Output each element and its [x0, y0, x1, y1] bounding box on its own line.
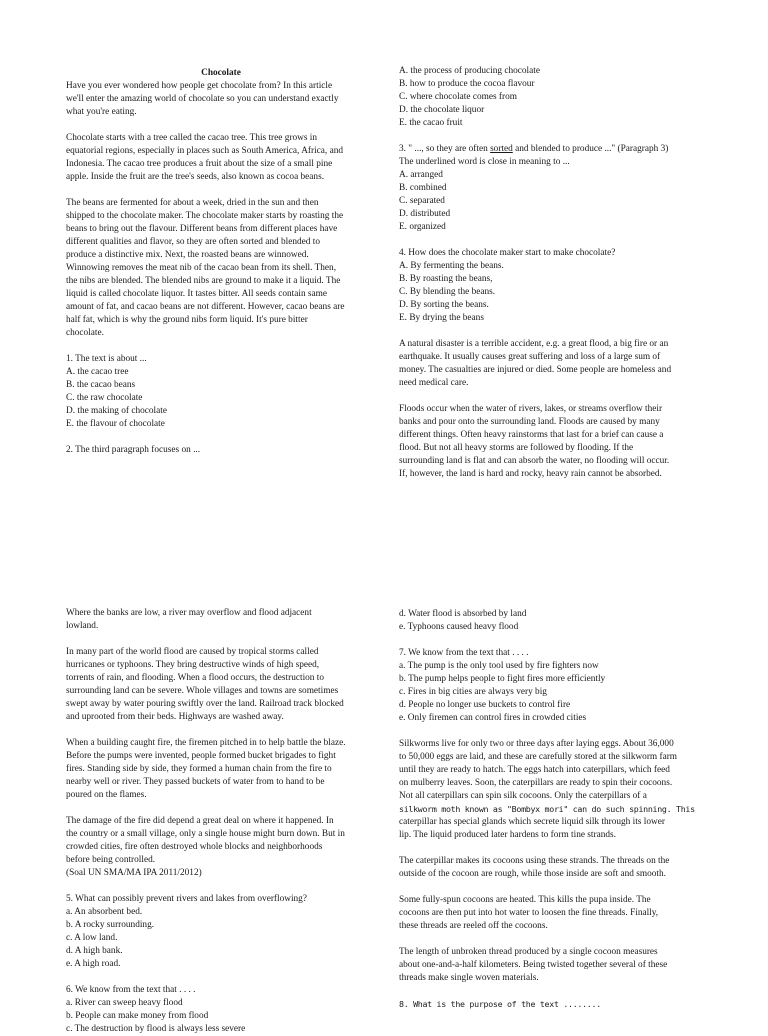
- text-line: crowded cities, fire often destroyed whole blocks and neighborhoods: [66, 842, 323, 852]
- answer-option: c. Fires in big cities are always very big: [399, 687, 547, 697]
- lowland-paragraph: [66, 607, 386, 633]
- text-line: surrounding land can be severe. Whole villages and towns are sometimes: [66, 686, 339, 696]
- text-line: beans to bring out the flavour. Different beans from different places have: [66, 224, 338, 234]
- question-text: The underlined word is close in meaning to ...: [399, 157, 570, 167]
- text-line: amount of fat, and cacao beans are not different. However, cacao beans are: [66, 302, 345, 312]
- thread-length-paragraph: [399, 946, 729, 985]
- page1-right-column: [399, 65, 729, 481]
- text-line: The caterpillar makes its cocoons using these strands. The threads on the: [399, 856, 670, 866]
- page1-left-column: [66, 67, 376, 457]
- text-line: what you're eating.: [66, 107, 137, 117]
- text-line: Where the banks are low, a river may overflow and flood adjacent: [66, 608, 312, 618]
- answer-option: E. organized: [399, 222, 446, 232]
- text-line: we'll enter the amazing world of chocolate so you can understand exactly: [66, 94, 339, 104]
- typhoon-paragraph: [66, 646, 386, 724]
- answer-option: D. the chocolate liquor: [399, 105, 485, 115]
- text-line: to 50,000 eggs are laid, and these are carefully stored at the silkworm farm: [399, 752, 678, 762]
- answer-option: A. arranged: [399, 170, 443, 180]
- question-5: [66, 893, 386, 971]
- floods-paragraph: [399, 403, 729, 481]
- text-line: Chocolate starts with a tree called the cacao tree. This tree grows in: [66, 133, 318, 143]
- question-6-options: [399, 608, 729, 634]
- text-line: on mulberry leaves. Soon, the caterpillars are ready to spin their cocoons.: [399, 778, 673, 788]
- text-line: In many part of the world flood are caused by tropical storms called: [66, 647, 319, 657]
- text-line: threads make single woven materials.: [399, 973, 539, 983]
- question-2: [66, 444, 376, 457]
- intro-paragraph: [66, 80, 376, 119]
- fire-damage-paragraph: [66, 815, 386, 880]
- text-line: different things. Often heavy rainstorms that last for a brief can cause a: [399, 430, 664, 440]
- text-line: these threads are reeled off the cocoons.: [399, 921, 548, 931]
- text-line: money. The casualties are injured or died. Some people are homeless and: [399, 365, 672, 375]
- answer-option: E. By drying the beans: [399, 313, 484, 323]
- text-line: Before the pumps were invented, people formed bucket brigades to fight: [66, 751, 336, 761]
- answer-option: D. distributed: [399, 209, 451, 219]
- text-line: the nibs are blended. The blended nibs are ground to make it a liquid. The: [66, 276, 341, 286]
- answer-option: d. People no longer use buckets to control fire: [399, 700, 571, 710]
- answer-option: b. People can make money from flood: [66, 1011, 209, 1021]
- text-line: The beans are fermented for about a week, dried in the sun and then: [66, 198, 319, 208]
- text-line: torrents of rain, and flooding. When a flood occurs, the destruction to: [66, 673, 325, 683]
- text-line: until they are ready to hatch. The eggs hatch into caterpillars, which feed: [399, 765, 670, 775]
- text-line: about one-and-a-half kilometers. Being twisted together several of these: [399, 960, 668, 970]
- question-text-post: and blended to produce ..." (Paragraph 3): [512, 144, 669, 154]
- text-line: Some fully-spun cocoons are heated. This kills the pupa inside. The: [399, 895, 651, 905]
- text-line: lowland.: [66, 621, 99, 631]
- text-line: Winnowing removes the meat nib of the cacao bean from its shell. Then,: [66, 263, 337, 273]
- page2-right-column: [399, 608, 729, 1011]
- text-line: outside of the cocoon are rough, while those inside are soft and smooth.: [399, 869, 666, 879]
- text-line: need medical care.: [399, 378, 469, 388]
- answer-option: C. where chocolate comes from: [399, 92, 517, 102]
- text-line: apple. Inside the fruit are the tree's seeds, also known as cocoa beans.: [66, 172, 325, 182]
- question-6: [66, 984, 386, 1036]
- text-line: Silkworms live for only two or three days after laying eggs. About 36,000: [399, 739, 674, 749]
- text-line: A natural disaster is a terrible accident, e.g. a great flood, a big fire or an: [399, 339, 669, 349]
- question-4: [399, 247, 729, 325]
- text-line: equatorial regions, especially in places such as South America, Africa, and: [66, 146, 344, 156]
- text-line: liquid is called chocolate liquor. It tastes bitter. All seeds contain same: [66, 289, 328, 299]
- cocoon-paragraph: [399, 855, 729, 881]
- text-line: The damage of the fire did depend a great deal on where it happened. In: [66, 816, 334, 826]
- text-line: different qualities and flavor, so they are often sorted and blended to: [66, 237, 321, 247]
- text-line: chocolate.: [66, 328, 104, 338]
- text-line: If, however, the land is hard and rocky, heavy rain cannot be absorbed.: [399, 469, 662, 479]
- answer-option: e. A high road.: [66, 959, 121, 969]
- answer-option: d. A high bank.: [66, 946, 123, 956]
- answer-option: B. how to produce the cocoa flavour: [399, 79, 535, 89]
- answer-option: D. By sorting the beans.: [399, 300, 489, 310]
- answer-option: B. By roasting the beans,: [399, 274, 493, 284]
- question-text: 7. We know from the text that . . . .: [399, 648, 529, 658]
- text-line: poured on the flames.: [66, 790, 147, 800]
- answer-option: e. Only firemen can control fires in crowded cities: [399, 713, 587, 723]
- text-line: swept away by water pouring swiftly over the land. Railroad track blocked: [66, 699, 344, 709]
- silkworm-paragraph: [399, 738, 729, 842]
- answer-option: E. the flavour of chocolate: [66, 419, 165, 429]
- question-text: 4. How does the chocolate maker start to make chocolate?: [399, 248, 616, 258]
- fire-paragraph: [66, 737, 386, 802]
- answer-option: D. the making of chocolate: [66, 406, 167, 416]
- text-line: before being controlled.: [66, 855, 156, 865]
- handwritten-text-line: silkworm moth known as "Bombyx mori" can do such spinning. This: [399, 804, 695, 814]
- question-text: [399, 143, 729, 156]
- text-line: caterpillar has special glands which secrete liquid silk through its lower: [399, 817, 665, 827]
- text-line: When a building caught fire, the firemen pitched in to help battle the blaze.: [66, 738, 346, 748]
- answer-option: C. By blending the beans.: [399, 287, 496, 297]
- text-line: The length of unbroken thread produced by a single cocoon measures: [399, 947, 658, 957]
- text-line: cocoons are then put into hot water to loosen the fine threads. Finally,: [399, 908, 659, 918]
- answer-option: A. By fermenting the beans.: [399, 261, 504, 271]
- text-line: produce a distinctive mix. Next, the roasted beans are winnowed.: [66, 250, 309, 260]
- text-line: earthquake. It usually causes great suffering and loss of a large sum of: [399, 352, 661, 362]
- answer-option: B. combined: [399, 183, 447, 193]
- page2-left-column: [66, 607, 386, 1036]
- question-text: 6. We know from the text that . . . .: [66, 985, 196, 995]
- question-text: 1. The text is about ...: [66, 354, 147, 364]
- text-line: hurricanes or typhoons. They bring destructive winds of high speed,: [66, 660, 320, 670]
- question-text: 5. What can possibly prevent rivers and lakes from overflowing?: [66, 894, 307, 904]
- text-line: Not all caterpillars can spin silk cocoons. Only the caterpillars of a: [399, 791, 647, 801]
- answer-option: b. The pump helps people to fight fires more efficiently: [399, 674, 606, 684]
- text-line: half fat, which is why the ground nibs form liquid. It's pure bitter: [66, 315, 308, 325]
- cacao-tree-paragraph: [66, 132, 376, 184]
- answer-option: E. the cacao fruit: [399, 118, 463, 128]
- question-text: 2. The third paragraph focuses on ...: [66, 445, 201, 455]
- question-8: 8. What is the purpose of the text ........: [399, 999, 601, 1009]
- answer-option: C. the raw chocolate: [66, 393, 143, 403]
- natural-disaster-paragraph: [399, 338, 729, 390]
- answer-option: a. River can sweep heavy flood: [66, 998, 183, 1008]
- answer-option: a. The pump is the only tool used by fire fighters now: [399, 661, 599, 671]
- answer-option: d. Water flood is absorbed by land: [399, 609, 527, 619]
- text-line: surrounding land is flat and can absorb the water, no flooding will occur.: [399, 456, 670, 466]
- article-title: Chocolate: [201, 68, 241, 78]
- answer-option: A. the process of producing chocolate: [399, 66, 540, 76]
- answer-option: C. separated: [399, 196, 445, 206]
- text-line: Floods occur when the water of rivers, lakes, or streams overflow their: [399, 404, 663, 414]
- text-line: Have you ever wondered how people get chocolate from? In this article: [66, 81, 333, 91]
- answer-option: a. An absorbent bed.: [66, 907, 143, 917]
- text-line: banks and pour onto the surrounding land. Floods are caused by many: [399, 417, 660, 427]
- answer-option: B. the cacao beans: [66, 380, 136, 390]
- text-line: Indonesia. The cacao tree produces a fruit about the size of a small pine: [66, 159, 333, 169]
- answer-option: e. Typhoons caused heavy flood: [399, 622, 519, 632]
- text-line: lip. The liquid produced later hardens to form tine strands.: [399, 830, 616, 840]
- answer-option: c. The destruction by flood is always less severe: [66, 1024, 246, 1034]
- text-line: the country or a small village, only a single house might burn down. But in: [66, 829, 345, 839]
- answer-option: A. the cacao tree: [66, 367, 129, 377]
- answer-option: c. A low land.: [66, 933, 118, 943]
- fully-spun-paragraph: [399, 894, 729, 933]
- underlined-word: sorted: [490, 144, 513, 154]
- question-7: [399, 647, 729, 725]
- text-line: and uprooted from their beds. Highways are washed away.: [66, 712, 284, 722]
- text-line: flood. But not all heavy storms are followed by flooding. If the: [399, 443, 634, 453]
- text-line: nearby well or river. They passed buckets of water from to hand to be: [66, 777, 325, 787]
- text-line: shipped to the chocolate maker. The chocolate maker starts by roasting the: [66, 211, 344, 221]
- question-2-options: [399, 65, 729, 130]
- beans-process-paragraph: [66, 197, 376, 340]
- question-1: [66, 353, 376, 431]
- question-3: [399, 143, 729, 234]
- text-line: fires. Standing side by side, they formed a human chain from the fire to: [66, 764, 332, 774]
- source-citation: (Soal UN SMA/MA IPA 2011/2012): [66, 868, 202, 878]
- answer-option: b. A rocky surrounding.: [66, 920, 155, 930]
- question-text-pre: 3. " ..., so they are often: [399, 144, 491, 154]
